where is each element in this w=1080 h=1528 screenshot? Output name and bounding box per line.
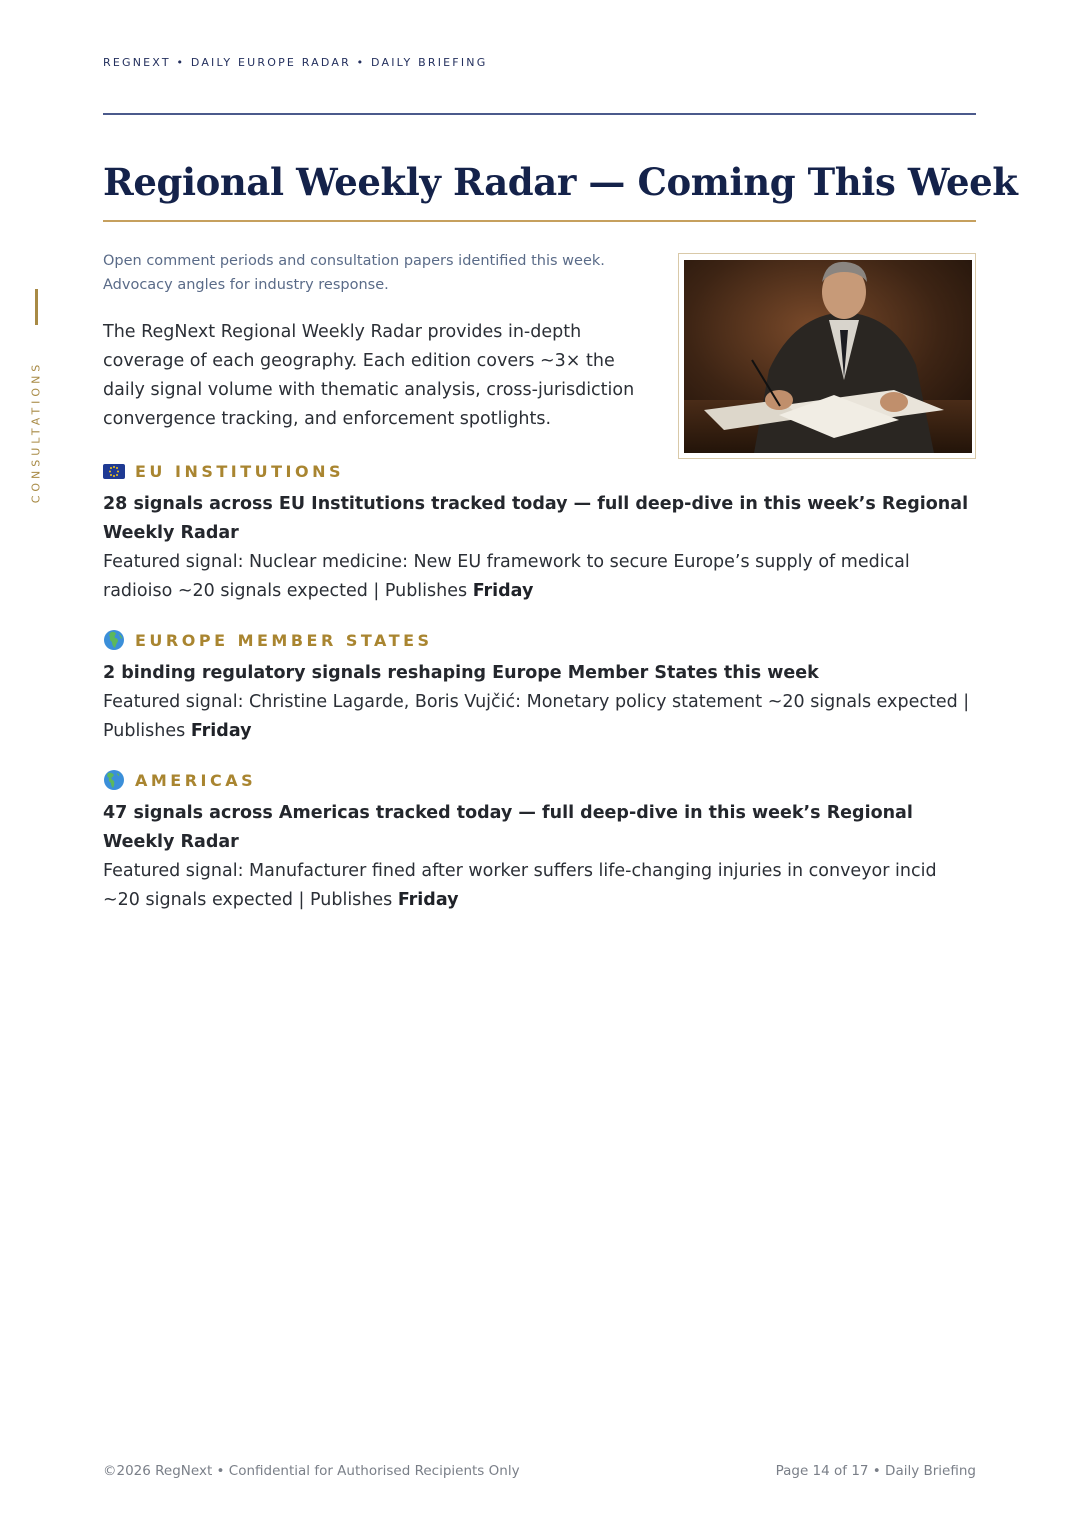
publish-day: Friday: [190, 721, 252, 741]
section-title: EU INSTITUTIONS: [135, 461, 345, 481]
breadcrumb: REGNEXT • DAILY EUROPE RADAR • DAILY BRIEFING: [103, 56, 488, 69]
publish-day: Friday: [472, 581, 534, 601]
photo-frame: [678, 253, 976, 459]
page-subtitle: Open comment periods and consultation papers identified this week. Advocacy angles for industry response.: [103, 253, 605, 293]
section-headline: 28 signals across EU Institutions tracked today — full deep-dive in this week’s Regional Weekly Radar: [103, 494, 969, 543]
title-divider: [103, 220, 976, 222]
businessman-reading-documents-photo: [684, 260, 972, 453]
section-featured-signal: Featured signal: Manufacturer fined after worker suffers life-changing injuries in conveyor incid ~20 signals expected | Publishes Friday: [103, 861, 937, 910]
section-featured-signal: Featured signal: Christine Lagarde, Boris Vujčić: Monetary policy statement ~20 signals expected | Publishes Friday: [103, 692, 970, 741]
side-section-label: CONSULTATIONS: [29, 360, 43, 504]
section-headline: 47 signals across Americas tracked today — full deep-dive in this week’s Regional Weekly Radar: [103, 803, 913, 852]
section-title: AMERICAS: [135, 770, 257, 790]
section-title: EUROPE MEMBER STATES: [135, 630, 433, 650]
section-eu-institutions: [103, 460, 976, 606]
section-featured-signal: Featured signal: Nuclear medicine: New EU framework to secure Europe’s supply of medical radioiso ~20 signals expected | Publishes Friday: [103, 552, 910, 601]
globe-europe-africa-icon: [103, 629, 125, 651]
section-americas: [103, 769, 976, 915]
globe-americas-icon: [103, 769, 125, 791]
intro-paragraph: The RegNext Regional Weekly Radar provides in-depth coverage of each geography. Each edition covers ~3× the daily signal volume with thematic analysis, cross-jurisdiction convergence tracking, and enforcement spotlights.: [103, 322, 635, 429]
publish-day: Friday: [397, 890, 459, 910]
side-accent-bar: [35, 289, 38, 325]
footer-copyright: ©2026 RegNext • Confidential for Authorised Recipients Only: [103, 1463, 520, 1479]
section-europe-member-states: [103, 629, 976, 746]
eu-flag-icon: [103, 460, 125, 482]
section-headline: 2 binding regulatory signals reshaping Europe Member States this week: [103, 663, 819, 683]
page-title: Regional Weekly Radar — Coming This Week: [103, 160, 1018, 204]
footer-page-number: Page 14 of 17 • Daily Briefing: [775, 1463, 976, 1479]
header-divider: [103, 113, 976, 115]
